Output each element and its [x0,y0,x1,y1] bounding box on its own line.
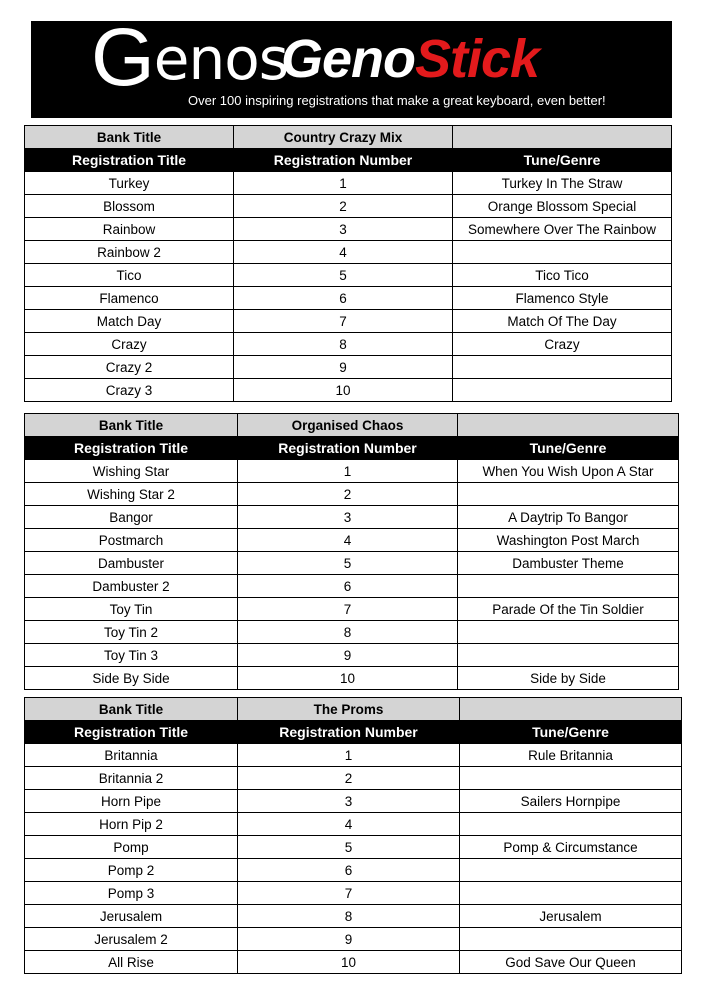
registration-title-cell: Dambuster 2 [25,575,238,598]
table-row [25,621,679,644]
registration-number-cell: 4 [234,241,453,264]
registration-title-header: Registration Title [25,721,238,744]
registration-number-cell: 5 [238,836,460,859]
registration-number-cell: 7 [238,598,458,621]
registration-title-cell: Flamenco [25,287,234,310]
registration-number-cell: 2 [238,767,460,790]
table-row [25,552,679,575]
tune-genre-cell [458,483,679,506]
registration-title-cell: Crazy 2 [25,356,234,379]
tune-genre-cell: A Daytrip To Bangor [458,506,679,529]
registration-number-cell: 2 [238,483,458,506]
registration-number-cell: 10 [238,667,458,690]
registration-title-cell: Tico [25,264,234,287]
tune-genre-cell [458,575,679,598]
table-row [25,951,682,974]
table-row [25,813,682,836]
registration-number-cell: 6 [238,859,460,882]
tune-genre-cell: Pomp & Circumstance [460,836,682,859]
tune-genre-cell: Match Of The Day [453,310,672,333]
tune-genre-cell: Orange Blossom Special [453,195,672,218]
registration-title-cell: Bangor [25,506,238,529]
table-row [25,241,672,264]
tune-genre-cell: Washington Post March [458,529,679,552]
registration-number-cell: 1 [234,172,453,195]
tune-genre-cell: Parade Of the Tin Soldier [458,598,679,621]
genos-logo-initial: G [91,12,154,103]
bank-title-label: Bank Title [25,698,238,721]
registration-number-cell: 10 [238,951,460,974]
registration-title-cell: Turkey [25,172,234,195]
tune-genre-cell [460,882,682,905]
table-row [25,460,679,483]
registration-title-cell: Rainbow 2 [25,241,234,264]
table-row [25,790,682,813]
bank-table [24,125,672,402]
table-row [25,667,679,690]
registration-title-cell: All Rise [25,951,238,974]
tune-genre-cell: Sailers Hornpipe [460,790,682,813]
registration-title-cell: Britannia [25,744,238,767]
tune-genre-header: Tune/Genre [453,149,672,172]
table-row [25,379,672,402]
registration-title-cell: Jerusalem 2 [25,928,238,951]
registration-title-header: Registration Title [25,149,234,172]
bank-table [24,413,679,690]
registration-number-cell: 1 [238,460,458,483]
title-part-stick: Stick [415,29,540,89]
tune-genre-cell [460,767,682,790]
registration-title-cell: Side By Side [25,667,238,690]
tune-genre-cell [453,241,672,264]
registration-title-header: Registration Title [25,437,238,460]
registration-number-cell: 1 [238,744,460,767]
bank-name: The Proms [238,698,460,721]
table-row [25,218,672,241]
registration-title-cell: Toy Tin 2 [25,621,238,644]
registration-number-cell: 5 [234,264,453,287]
registration-number-cell: 3 [234,218,453,241]
registration-number-cell: 7 [234,310,453,333]
registration-title-cell: Britannia 2 [25,767,238,790]
table-row [25,744,682,767]
tune-genre-cell [460,928,682,951]
table-row [25,172,672,195]
genos-logo [91,12,288,103]
bank-title-blank-cell [460,698,682,721]
tagline: Over 100 inspiring registrations that make a great keyboard, even better! [188,93,606,108]
registration-title-cell: Wishing Star [25,460,238,483]
bank-name: Organised Chaos [238,414,458,437]
registration-number-cell: 8 [238,621,458,644]
registration-title-cell: Match Day [25,310,234,333]
registration-number-cell: 3 [238,790,460,813]
registration-number-cell: 2 [234,195,453,218]
registration-number-header: Registration Number [238,721,460,744]
column-header-row [25,149,672,172]
tune-genre-cell: Side by Side [458,667,679,690]
tune-genre-cell [460,813,682,836]
registration-title-cell: Toy Tin 3 [25,644,238,667]
table-row [25,356,672,379]
registration-title-cell: Horn Pipe [25,790,238,813]
registration-title-cell: Dambuster [25,552,238,575]
registration-number-cell: 9 [238,644,458,667]
genostick-title [281,29,539,89]
bank-title-blank-cell [453,126,672,149]
bank-title-blank-cell [458,414,679,437]
registration-number-cell: 6 [234,287,453,310]
tune-genre-cell: God Save Our Queen [460,951,682,974]
tune-genre-cell: When You Wish Upon A Star [458,460,679,483]
registration-number-cell: 9 [234,356,453,379]
registration-title-cell: Toy Tin [25,598,238,621]
table-row [25,310,672,333]
table-row [25,836,682,859]
genos-logo-rest: enos [153,25,288,93]
tune-genre-cell: Flamenco Style [453,287,672,310]
tune-genre-header: Tune/Genre [460,721,682,744]
bank-title-label: Bank Title [25,414,238,437]
tune-genre-cell: Turkey In The Straw [453,172,672,195]
table-row [25,905,682,928]
tune-genre-cell: Tico Tico [453,264,672,287]
registration-title-cell: Rainbow [25,218,234,241]
registration-number-cell: 8 [234,333,453,356]
registration-title-cell: Blossom [25,195,234,218]
bank-title-row [25,414,679,437]
registration-number-header: Registration Number [238,437,458,460]
tune-genre-cell [458,621,679,644]
registration-number-cell: 9 [238,928,460,951]
registration-title-cell: Crazy [25,333,234,356]
column-header-row [25,437,679,460]
registration-title-cell: Wishing Star 2 [25,483,238,506]
bank-title-row [25,698,682,721]
header-banner [31,12,672,118]
bank-title-label: Bank Title [25,126,234,149]
tune-genre-cell: Jerusalem [460,905,682,928]
tune-genre-cell: Dambuster Theme [458,552,679,575]
tune-genre-cell: Rule Britannia [460,744,682,767]
registration-number-cell: 6 [238,575,458,598]
registration-number-cell: 4 [238,813,460,836]
registration-number-header: Registration Number [234,149,453,172]
table-row [25,928,682,951]
table-row [25,529,679,552]
table-row [25,483,679,506]
registration-title-cell: Pomp [25,836,238,859]
registration-title-cell: Postmarch [25,529,238,552]
bank-name: Country Crazy Mix [234,126,453,149]
table-row [25,644,679,667]
tune-genre-cell [458,644,679,667]
table-row [25,767,682,790]
table-row [25,506,679,529]
registration-number-cell: 3 [238,506,458,529]
tune-genre-header: Tune/Genre [458,437,679,460]
registration-number-cell: 5 [238,552,458,575]
table-row [25,598,679,621]
table-row [25,195,672,218]
table-row [25,287,672,310]
table-row [25,859,682,882]
table-row [25,264,672,287]
column-header-row [25,721,682,744]
tune-genre-cell [453,379,672,402]
registration-title-cell: Pomp 3 [25,882,238,905]
tune-genre-cell: Crazy [453,333,672,356]
tune-genre-cell [453,356,672,379]
table-row [25,333,672,356]
bank-title-row [25,126,672,149]
bank-table [24,697,682,974]
registration-number-cell: 7 [238,882,460,905]
registration-number-cell: 8 [238,905,460,928]
title-part-geno: Geno [281,29,416,89]
registration-number-cell: 10 [234,379,453,402]
registration-number-cell: 4 [238,529,458,552]
registration-title-cell: Jerusalem [25,905,238,928]
registration-title-cell: Pomp 2 [25,859,238,882]
table-row [25,882,682,905]
tune-genre-cell [460,859,682,882]
registration-title-cell: Horn Pip 2 [25,813,238,836]
registration-title-cell: Crazy 3 [25,379,234,402]
table-row [25,575,679,598]
tune-genre-cell: Somewhere Over The Rainbow [453,218,672,241]
